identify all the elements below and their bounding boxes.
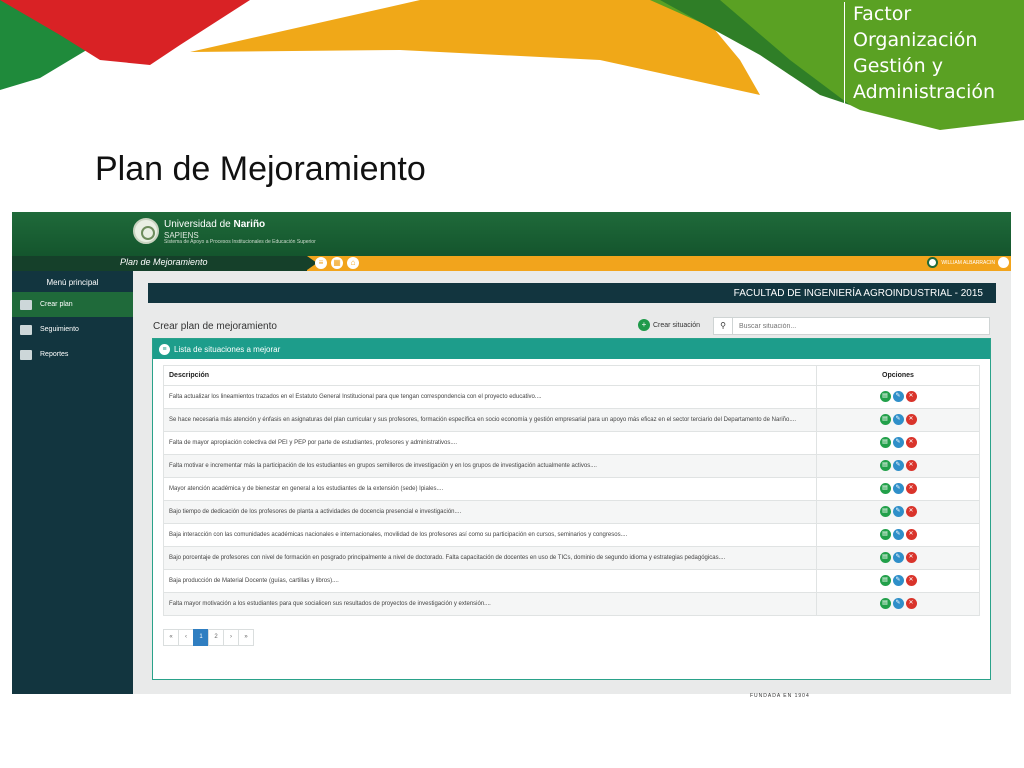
delete-icon[interactable]: ✕: [906, 506, 917, 517]
column-header-description: Descripción: [164, 366, 817, 386]
delete-icon[interactable]: ✕: [906, 552, 917, 563]
menu-title: Menú principal: [46, 278, 99, 287]
sidebar: [12, 271, 133, 694]
row-options: [817, 593, 980, 616]
edit-icon[interactable]: ✎: [893, 483, 904, 494]
delete-icon[interactable]: ✕: [906, 460, 917, 471]
situation-description: Baja interacción con las comunidades académicas nacionales e internacionales, movilidad de los profesores así como su participación en cursos, seminarios y congresos....: [164, 524, 817, 547]
brand-line-3: Gestión y: [853, 55, 943, 77]
sidebar-item-seguimiento[interactable]: [12, 317, 133, 342]
pager-item[interactable]: «: [163, 629, 179, 646]
view-icon[interactable]: ▤: [880, 391, 891, 402]
list-icon: ≡: [159, 344, 170, 355]
situation-description: Falta de mayor apropiación colectiva del PEI y PEP por parte de estudiantes, profesores y administrativos....: [164, 432, 817, 455]
view-icon[interactable]: ▤: [880, 506, 891, 517]
pager-item[interactable]: »: [238, 629, 254, 646]
sidebar-item-label: Seguimiento: [40, 326, 79, 333]
user-name[interactable]: WILLIAM ALBARRACIN: [941, 259, 995, 266]
delete-icon[interactable]: ✕: [906, 391, 917, 402]
delete-icon[interactable]: ✕: [906, 575, 917, 586]
row-options: [817, 524, 980, 547]
delete-icon[interactable]: ✕: [906, 529, 917, 540]
footsteps-icon: [20, 325, 32, 335]
search-icon[interactable]: ⚲: [714, 318, 733, 334]
panel-header: [153, 317, 993, 339]
sidebar-item-label: Crear plan: [40, 301, 73, 308]
pager-item[interactable]: 2: [208, 629, 224, 646]
situation-description: Baja producción de Material Docente (guías, cartillas y libros)....: [164, 570, 817, 593]
brand-line-2: Organización: [853, 29, 978, 51]
app-screenshot: [12, 212, 1011, 694]
situation-description: Falta actualizar los lineamientos trazados en el Estatuto General Institucional para que tengan correspondencia con el proyecto educativo....: [164, 386, 817, 409]
row-options: [817, 409, 980, 432]
table-row: [164, 501, 980, 524]
row-options: [817, 432, 980, 455]
edit-icon[interactable]: ✎: [893, 460, 904, 471]
search-input[interactable]: [733, 318, 983, 334]
row-options: [817, 570, 980, 593]
breadcrumb: Plan de Mejoramiento: [120, 257, 208, 267]
view-icon[interactable]: ▤: [880, 575, 891, 586]
edit-icon[interactable]: ✎: [893, 552, 904, 563]
row-options: [817, 501, 980, 524]
system-short-name: SAPIENS: [164, 231, 199, 240]
table-row: [164, 524, 980, 547]
view-icon[interactable]: ▤: [880, 414, 891, 425]
brand-line-4: Administración: [853, 81, 996, 103]
edit-icon[interactable]: ✎: [893, 598, 904, 609]
table-row: [164, 478, 980, 501]
situation-description: Mayor atención académica y de bienestar en general a los estudiantes de la extensión (sede) Ipiales....: [164, 478, 817, 501]
row-options: [817, 478, 980, 501]
view-icon[interactable]: ▤: [880, 552, 891, 563]
sidebar-item-crear-plan[interactable]: [12, 292, 133, 317]
breadcrumb-bar: [12, 256, 1011, 271]
brand-line-1: Factor: [853, 3, 912, 25]
page-title: Crear plan de mejoramiento: [153, 321, 277, 332]
view-icon[interactable]: ▤: [880, 460, 891, 471]
slide-title: Plan de Mejoramiento: [95, 150, 426, 188]
row-options: [817, 386, 980, 409]
edit-icon[interactable]: ✎: [893, 575, 904, 586]
main-content: [133, 271, 1011, 694]
delete-icon[interactable]: ✕: [906, 483, 917, 494]
view-icon[interactable]: ▤: [880, 529, 891, 540]
table-row: [164, 570, 980, 593]
edit-icon[interactable]: ✎: [893, 437, 904, 448]
table-row: [164, 547, 980, 570]
add-icon: +: [638, 319, 650, 331]
edit-icon[interactable]: ✎: [893, 529, 904, 540]
view-icon[interactable]: ▤: [880, 598, 891, 609]
create-situation-button[interactable]: [638, 319, 700, 331]
home-icon[interactable]: ⌂: [347, 257, 359, 269]
footer-text: FUNDADA EN 1904: [750, 693, 810, 699]
sidebar-item-reportes[interactable]: [12, 342, 133, 367]
pager-item[interactable]: ›: [223, 629, 239, 646]
situations-table: [163, 365, 980, 616]
create-situation-label: Crear situación: [653, 321, 701, 329]
university-name: [164, 220, 265, 230]
user-area[interactable]: [927, 257, 1009, 268]
row-options: [817, 547, 980, 570]
university-name-bold: Nariño: [233, 219, 266, 230]
table-row: [164, 386, 980, 409]
column-header-options: Opciones: [817, 366, 980, 386]
toolbar-icons: [315, 257, 359, 269]
brand-logo-text: [844, 2, 1019, 112]
edit-icon[interactable]: ✎: [893, 391, 904, 402]
table-row: [164, 593, 980, 616]
situation-description: Bajo porcentaje de profesores con nivel de formación en posgrado principalmente a nivel de doctorado. Falta capacitación de docentes en uso de TICs, dominio de segundo idioma y estrategias pedagógicas....: [164, 547, 817, 570]
university-seal-icon: [133, 218, 159, 244]
table-row: [164, 432, 980, 455]
table-row: [164, 455, 980, 478]
edit-icon[interactable]: ✎: [893, 506, 904, 517]
chart-icon: [20, 300, 32, 310]
situation-description: Bajo tiempo de dedicación de los profesores de planta a actividades de docencia presencial e investigación....: [164, 501, 817, 524]
pagination: [163, 629, 253, 646]
delete-icon[interactable]: ✕: [906, 414, 917, 425]
table-row: [164, 409, 980, 432]
row-options: [817, 455, 980, 478]
delete-icon[interactable]: ✕: [906, 437, 917, 448]
yellow-wave: [190, 0, 760, 95]
app-header: [12, 212, 1011, 256]
notification-icon[interactable]: [927, 257, 938, 268]
list-header: [153, 339, 990, 359]
view-icon[interactable]: ▤: [880, 483, 891, 494]
list-title: Lista de situaciones a mejorar: [174, 344, 281, 354]
grid-icon[interactable]: ▦: [331, 257, 343, 269]
pager-item[interactable]: 1: [193, 629, 209, 646]
list-icon[interactable]: ≡: [315, 257, 327, 269]
avatar[interactable]: [998, 257, 1009, 268]
situation-description: Falta motivar e incrementar más la participación de los estudiantes en grupos semilleros de investigación y en los grupos de investigación actualmente activos....: [164, 455, 817, 478]
search-box: [713, 317, 990, 335]
pager-item[interactable]: ‹: [178, 629, 194, 646]
university-prefix: Universidad de: [164, 219, 231, 230]
delete-icon[interactable]: ✕: [906, 598, 917, 609]
view-icon[interactable]: ▤: [880, 437, 891, 448]
sidebar-item-label: Reportes: [40, 351, 69, 358]
faculty-bar: FACULTAD DE INGENIERÍA AGROINDUSTRIAL - 2015: [148, 283, 996, 303]
situation-description: Se hace necesaria más atención y énfasis en asignaturas del plan curricular y sus profesores, formación específica en socio economía y gestión empresarial para un apoyo más eficaz en el sector terciario del Departamento de Nariño....: [164, 409, 817, 432]
situations-list-panel: [152, 338, 991, 680]
situation-description: Falta mayor motivación a los estudiantes para que socialicen sus resultados de proyectos de investigación y extensión....: [164, 593, 817, 616]
system-full-name: Sistema de Apoyo a Procesos Institucionales de Educación Superior: [164, 239, 316, 245]
edit-icon[interactable]: ✎: [893, 414, 904, 425]
report-icon: [20, 350, 32, 360]
